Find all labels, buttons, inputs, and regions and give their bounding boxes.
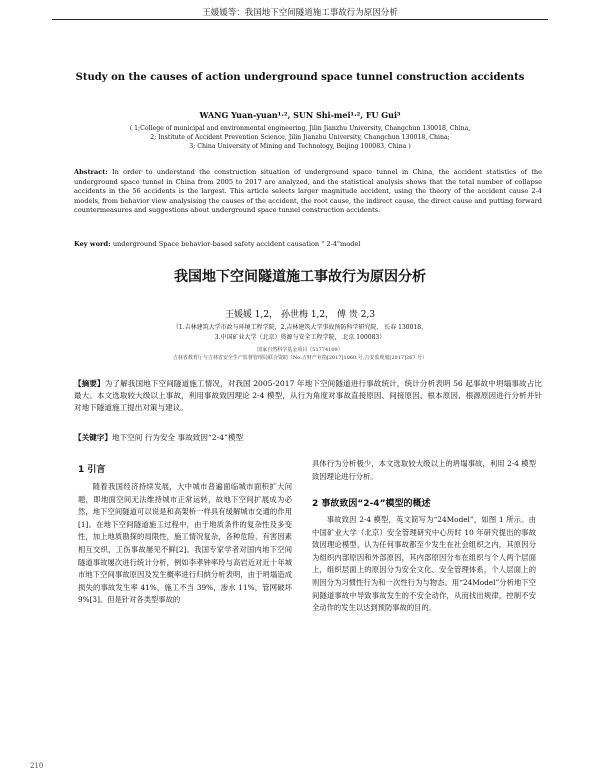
chinese-affiliation-1: （1.吉林建筑大学市政与环境工程学院，2.吉林建筑大学事故预防科学研究院， 长春 130018，	[172, 324, 428, 331]
right-column-top	[312, 458, 536, 483]
left-column	[78, 481, 292, 607]
fund-line-1: 国家自然科学基金项目（51774109）	[257, 347, 343, 353]
english-title: Study on the causes of action underground space tunnel construction accidents	[75, 72, 525, 83]
english-abstract	[74, 168, 542, 216]
english-affiliation-2: 2; Institute of Accident Prevention Science, Jilin Jianzhu University, Changchun 130018, China;	[150, 134, 450, 141]
running-header: 王媛媛等：我国地下空间隧道施工事故行为原因分析	[202, 8, 398, 18]
section-heading-model: 2 事故致因“2-4”模型的概述	[312, 499, 431, 509]
english-keywords-text: underground Space behavior-based safety accident causation " 2-4"model	[112, 240, 361, 248]
chinese-keywords-label: 【关键字】	[74, 433, 112, 442]
english-abstract-label: Abstract:	[74, 168, 108, 176]
page-number: 210	[30, 762, 44, 770]
chinese-authors: 王媛媛 1,2， 孙世梅 1,2， 傅 贵 2,3	[224, 310, 376, 320]
fund-line-2: 吉林省教育厅与吉林省安全生产监督管理局联合资助（No:吉财产业指[2017]1060 号,吉安监规划[2017]267 号）	[172, 355, 428, 361]
chinese-keywords-text: 地下空间 行为安全 事故致因“2-4”模型	[111, 433, 244, 442]
chinese-abstract	[74, 378, 542, 414]
english-affiliation-1: ( 1;College of municipal and environmental engineering, Jilin Jianzhu University, Changchun 130018, China,	[129, 125, 471, 132]
header-rule	[52, 19, 548, 20]
right-paragraph-1: 具体行为分析极少，本文选取较大级以上的坍塌事故，利用 2-4 模型致因理论进行分析。	[312, 459, 536, 481]
english-authors: WANG Yuan-yuan¹·², SUN Shi-mei¹·², FU Gui³	[199, 110, 401, 120]
chinese-keywords	[74, 432, 542, 443]
chinese-abstract-label: 【摘要】	[74, 379, 105, 388]
english-keywords	[74, 240, 542, 248]
chinese-abstract-text: 为了解我国地下空间隧道施工情况，对我国 2005-2017 年地下空间隧道进行事故统计，统计分析表明 56 起事故中坍塌事故占比最大。本文选取较大级以上事故，利用事故致因理论 2-4 模型，从行为角度对事故直接原因、间接原因、根本原因、根源原因进行分析并针对地下隧道施工提出对策与建议。	[74, 379, 542, 412]
english-abstract-text: In order to understand the construction situation of underground space tunnel in China, the accident statistics of the underground space tunnel in China from 2005 to 2017 are analyzed, and the statistical analysis shows that the total number of collapse accidents in the 56 accidents is the largest. This article selects larger magnitude accident, using the theory of the accident cause 2-4 models, from behavior view analysising the causes of the accident, the root cause, the indirect cause, the direct cause and putting forward countermeasures and suggestions about underground space tunnel construction accidents.	[74, 168, 542, 215]
english-keywords-label: Key word:	[74, 240, 111, 248]
right-column-bottom	[312, 514, 536, 615]
right-paragraph-2: 事故致因 2-4 模型，英文简写为“24Model”，如图 1 所示。由中国矿业大学（北京）安全管理研究中心历时 10 年研究提出的事故致因理论模型，认为任何事故都至少发生在社会组织之内，其原因分为组织内部原因和外部原因，其内部原因分布在组织与个人两个层面上，组织层面上的原因分为安全文化、安全管理体系，个人层面上的则因分为习惯性行为和一次性行为与物态。用“24Model”分析地下空间隧道事故中导致事故发生的不安全动作，从而找出规律，控制不安全动作的发生以达到预防事故的目的。	[312, 515, 536, 613]
section-heading-intro: 1 引言	[78, 465, 106, 475]
chinese-title: 我国地下空间隧道施工事故行为原因分析	[174, 269, 426, 285]
chinese-affiliation-2: 3.中国矿业大学（北京）资源与安全工程学院， 北京 100083）	[214, 334, 386, 341]
english-affiliation-3: 3; China University of Mining and Technology, Beijing 100083, China )	[189, 143, 411, 150]
left-paragraph: 随着我国经济持续发展，大中城市普遍面临城市面积扩大问题，即地面空间无法维持城市正常运转，故地下空间扩展成为必然，地下空间隧道可以说是和高架桥一样具有缓解城市交通的作用[1]。在地下空间隧道施工过程中，由于地质条件的复杂性及多变性，加上地质勘探的局限性，施工情况复杂，各种危险、有害因素相互交织，工伤事故屡见不鲜[2]。我国专家学者对国内地下空间隧道事故屡次进行统计分析，例如李孝钟率玲与高岩近对近十年城市地下空间事故原因及发生概率进行归纳分析表明，由于坍塌造成损失的事故发生率 41%，施工不当 39%，渗水 11%，管网破坏 9%[3]。但是针对各类型事故的	[78, 482, 292, 605]
